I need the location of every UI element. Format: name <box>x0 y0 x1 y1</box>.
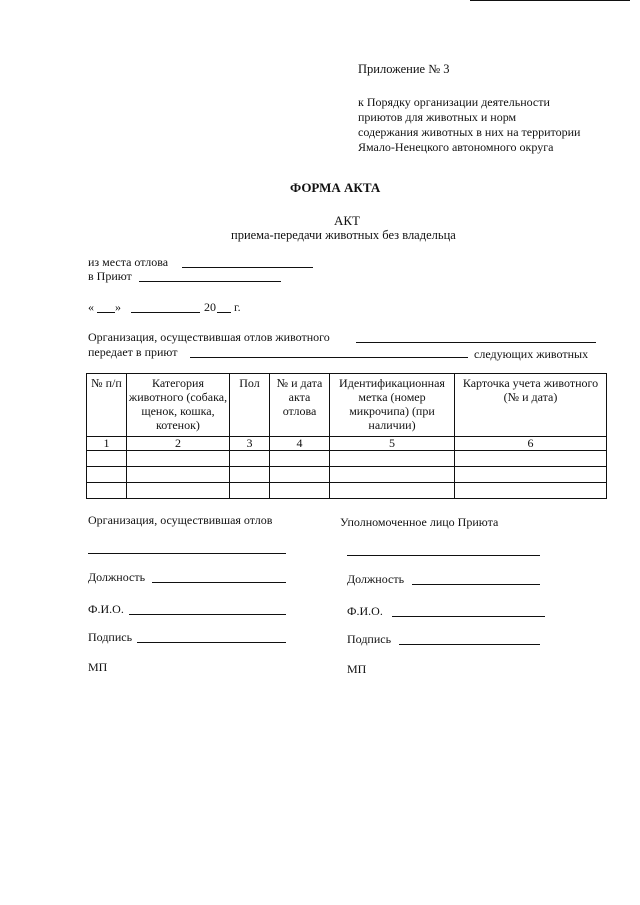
header-sex: Пол <box>230 374 270 437</box>
following-label: следующих животных <box>474 347 589 361</box>
date-day-field[interactable] <box>97 312 115 313</box>
table-cell[interactable] <box>330 451 455 467</box>
date-suffix: г. <box>234 300 241 314</box>
form-title: ФОРМА АКТА <box>290 180 381 195</box>
top-edge-rule <box>470 0 630 1</box>
appendix-title: Приложение № 3 <box>358 62 450 76</box>
col-number: 3 <box>230 437 270 451</box>
col-number: 4 <box>270 437 330 451</box>
right-fio-label: Ф.И.О. <box>347 604 383 618</box>
right-position-label: Должность <box>347 572 405 586</box>
right-signature-label: Подпись <box>347 632 392 646</box>
col-number: 1 <box>87 437 127 451</box>
table-cell[interactable] <box>127 467 230 483</box>
table-cell[interactable] <box>270 483 330 499</box>
col-number: 2 <box>127 437 230 451</box>
to-shelter-label: в Приют <box>88 269 132 283</box>
header-index: № п/п <box>87 374 127 437</box>
table-cell[interactable] <box>87 451 127 467</box>
table-cell[interactable] <box>87 467 127 483</box>
left-stamp: МП <box>88 660 108 674</box>
transfers-field[interactable] <box>190 357 468 358</box>
left-signature-title: Организация, осуществившая отлов <box>88 513 273 527</box>
table-row[interactable] <box>87 483 607 499</box>
table-header-row <box>87 374 607 437</box>
date-open-quote: « <box>88 300 94 314</box>
transfers-label: передает в приют <box>88 345 178 359</box>
table-cell[interactable] <box>455 483 607 499</box>
table-cell[interactable] <box>455 467 607 483</box>
col-number: 5 <box>330 437 455 451</box>
table-cell[interactable] <box>87 483 127 499</box>
left-fio-field[interactable] <box>129 614 286 615</box>
left-signature-field[interactable] <box>137 642 286 643</box>
table-cell[interactable] <box>330 467 455 483</box>
from-place-field[interactable] <box>182 267 313 268</box>
table-number-row <box>87 437 607 451</box>
animals-table <box>86 373 607 499</box>
header-registration-card: Карточка учета животного (№ и дата) <box>455 374 607 437</box>
right-signature-title: Уполномоченное лицо Приюта <box>340 515 499 529</box>
header-id-tag: Идентификационная метка (номер микрочипа) (при наличии) <box>330 374 455 437</box>
left-signature-label: Подпись <box>88 630 133 644</box>
table-cell[interactable] <box>270 467 330 483</box>
table-cell[interactable] <box>270 451 330 467</box>
date-year-label: 20 <box>204 300 216 314</box>
date-year-field[interactable] <box>217 312 231 313</box>
organization-label: Организация, осуществившая отлов животного <box>88 330 330 344</box>
table-cell[interactable] <box>127 451 230 467</box>
to-shelter-field[interactable] <box>139 281 281 282</box>
right-fio-field[interactable] <box>392 616 545 617</box>
appendix-line: Ямало-Ненецкого автономного округа <box>358 140 554 154</box>
act-subtitle: приема-передачи животных без владельца <box>231 228 456 242</box>
table-cell[interactable] <box>455 451 607 467</box>
appendix-line: к Порядку организации деятельности <box>358 95 550 109</box>
date-month-field[interactable] <box>131 312 200 313</box>
right-position-field[interactable] <box>412 584 540 585</box>
left-position-label: Должность <box>88 570 146 584</box>
organization-field[interactable] <box>356 342 596 343</box>
table-cell[interactable] <box>230 483 270 499</box>
table-cell[interactable] <box>230 451 270 467</box>
act-title: АКТ <box>334 213 360 228</box>
table-row[interactable] <box>87 467 607 483</box>
left-organization-field[interactable] <box>88 553 286 554</box>
from-place-label: из места отлова <box>88 255 169 269</box>
right-stamp: МП <box>347 662 367 676</box>
table-cell[interactable] <box>127 483 230 499</box>
appendix-block <box>358 95 580 155</box>
header-category: Категория животного (собака, щенок, кошка, котенок) <box>127 374 230 437</box>
right-signature-field[interactable] <box>399 644 540 645</box>
right-person-field[interactable] <box>347 555 540 556</box>
appendix-line: приютов для животных и норм <box>358 110 517 124</box>
table-cell[interactable] <box>330 483 455 499</box>
date-close-quote: » <box>115 300 121 314</box>
appendix-line: содержания животных в них на территории <box>358 125 581 139</box>
table-cell[interactable] <box>230 467 270 483</box>
left-position-field[interactable] <box>152 582 286 583</box>
header-capture-act: № и дата акта отлова <box>270 374 330 437</box>
table-row[interactable] <box>87 451 607 467</box>
left-fio-label: Ф.И.О. <box>88 602 124 616</box>
col-number: 6 <box>455 437 607 451</box>
